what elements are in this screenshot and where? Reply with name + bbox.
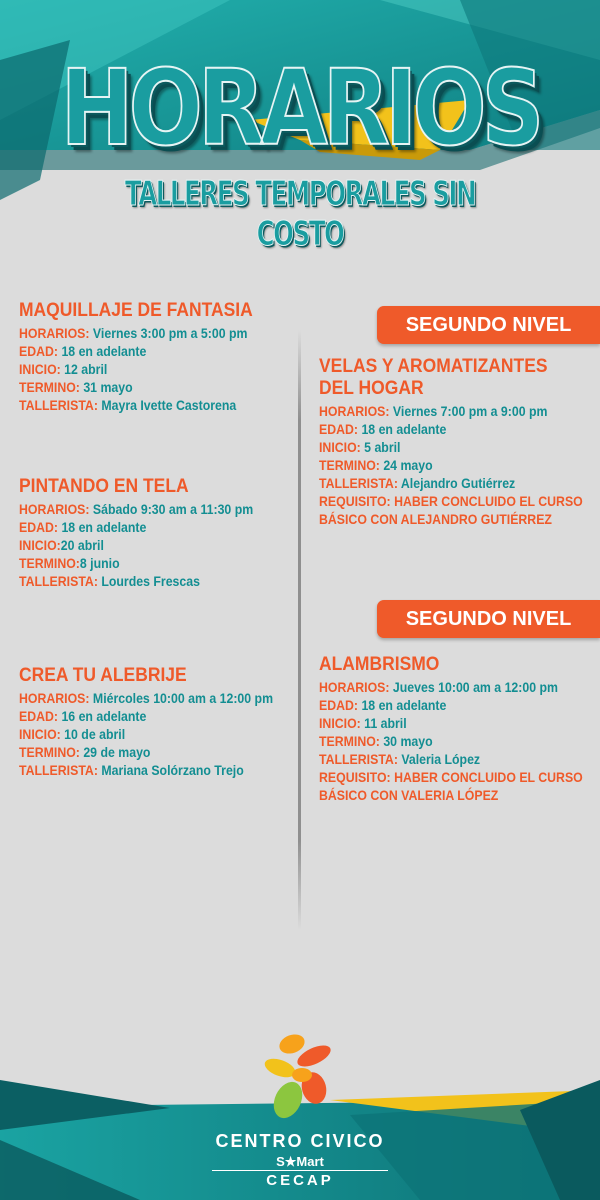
- age-line: EDAD: 16 en adelante: [19, 708, 147, 724]
- level-badge: SEGUNDO NIVEL: [377, 306, 600, 344]
- instructor-line: TALLERISTA: Mayra Ivette Castorena: [19, 397, 237, 413]
- requirement-line: REQUISITO: HABER CONCLUIDO EL CURSO: [319, 769, 583, 785]
- brand-name: CENTRO CIVICO: [215, 1131, 385, 1151]
- brand-divider: [212, 1170, 388, 1171]
- schedule-line: HORARIOS: Viernes 7:00 pm a 9:00 pm: [319, 403, 548, 419]
- instructor-line: TALLERISTA: Mariana Solórzano Trejo: [19, 762, 244, 778]
- page-subtitle: TALLERES TEMPORALES SIN COSTO: [124, 174, 476, 254]
- workshop-maquillaje: [19, 300, 294, 414]
- requirement-line: REQUISITO: HABER CONCLUIDO EL CURSO: [319, 493, 583, 509]
- requirement-line-2: BÁSICO CON ALEJANDRO GUTIÉRREZ: [319, 511, 552, 527]
- schedule-line: HORARIOS: Viernes 3:00 pm a 5:00 pm: [19, 325, 248, 341]
- workshop-alebrije: [19, 665, 294, 779]
- workshop-title: VELAS Y AROMATIZANTES: [319, 356, 548, 377]
- workshop-title: ALAMBRISMO: [319, 654, 440, 675]
- end-line: TERMINO: 30 mayo: [319, 733, 433, 749]
- brand-cecap: CECAP: [266, 1172, 334, 1189]
- start-line: INICIO:20 abril: [19, 537, 104, 553]
- end-line: TERMINO:8 junio: [19, 555, 120, 571]
- start-line: INICIO: 5 abril: [319, 439, 401, 455]
- workshop-title: PINTANDO EN TELA: [19, 476, 189, 497]
- schedule-line: HORARIOS: Miércoles 10:00 am a 12:00 pm: [19, 690, 274, 706]
- age-line: EDAD: 18 en adelante: [319, 697, 447, 713]
- end-line: TERMINO: 24 mayo: [319, 457, 433, 473]
- level-badge: SEGUNDO NIVEL: [377, 600, 600, 638]
- instructor-line: TALLERISTA: Valeria López: [319, 751, 481, 767]
- workshop-title: MAQUILLAJE DE FANTASIA: [19, 300, 253, 321]
- schedule-line: HORARIOS: Jueves 10:00 am a 12:00 pm: [319, 679, 559, 695]
- workshop-title-line-2: DEL HOGAR: [319, 378, 424, 399]
- age-line: EDAD: 18 en adelante: [19, 343, 147, 359]
- end-line: TERMINO: 31 mayo: [19, 379, 133, 395]
- schedule-line: HORARIOS: Sábado 9:30 am a 11:30 pm: [19, 501, 254, 517]
- requirement-line-2: BÁSICO CON VALERIA LÓPEZ: [319, 787, 499, 803]
- page-title: HORARIOS: [60, 47, 540, 169]
- instructor-line: TALLERISTA: Lourdes Frescas: [19, 573, 200, 589]
- workshop-title: CREA TU ALEBRIJE: [19, 665, 187, 686]
- start-line: INICIO: 11 abril: [319, 715, 407, 731]
- workshop-velas: [319, 356, 599, 528]
- age-line: EDAD: 18 en adelante: [319, 421, 447, 437]
- end-line: TERMINO: 29 de mayo: [19, 744, 151, 760]
- workshop-pintando: [19, 476, 294, 590]
- column-divider: [298, 330, 301, 930]
- figure-logo-icon: [262, 1030, 342, 1125]
- start-line: INICIO: 12 abril: [19, 361, 108, 377]
- workshop-alambrismo: [319, 654, 599, 804]
- brand-smart: S★Mart: [276, 1154, 324, 1169]
- start-line: INICIO: 10 de abril: [19, 726, 126, 742]
- instructor-line: TALLERISTA: Alejandro Gutiérrez: [319, 475, 516, 491]
- age-line: EDAD: 18 en adelante: [19, 519, 147, 535]
